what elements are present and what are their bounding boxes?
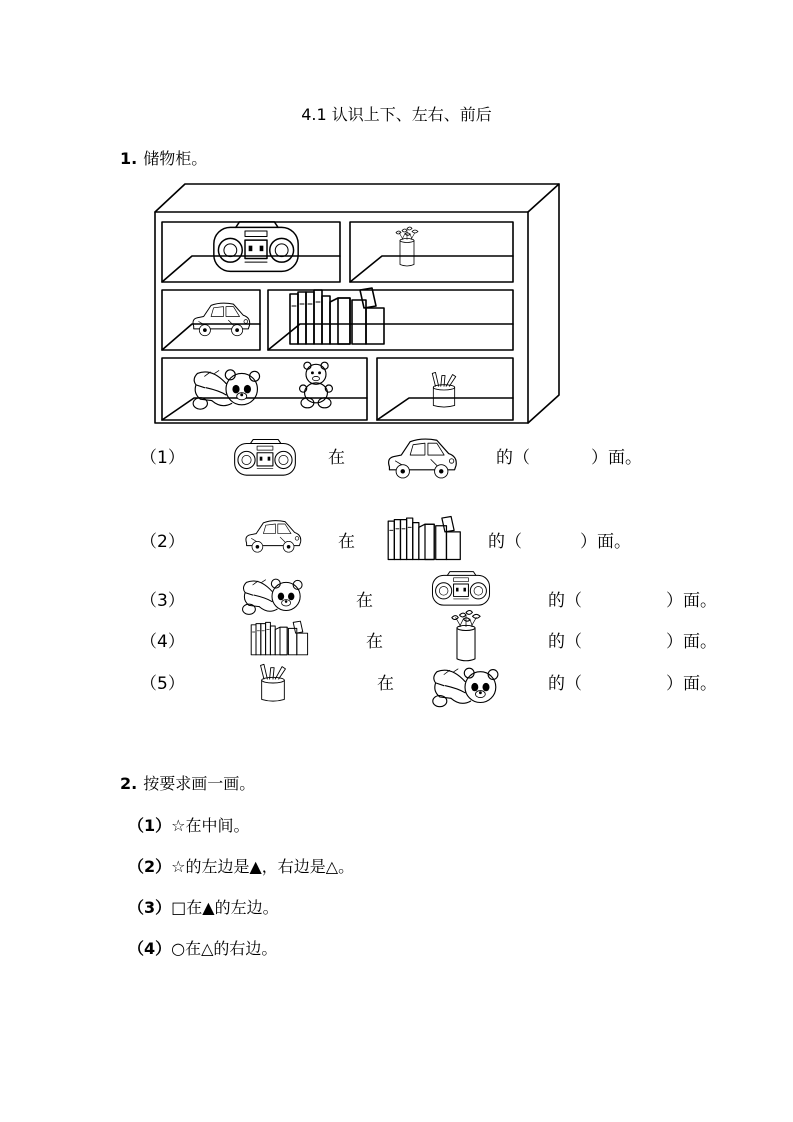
question-4-of: 的（ (548, 632, 582, 652)
question-2-in: 在 (338, 532, 355, 552)
section2-heading (120, 776, 255, 792)
question-4-in: 在 (366, 632, 383, 652)
task-3-text: □在▲的左边。 (171, 898, 279, 917)
question-3-of: 的（ (548, 591, 582, 611)
question-1-in: 在 (328, 448, 345, 468)
question-4-label: （4） (140, 632, 185, 652)
section2-number: 2. (120, 774, 138, 793)
crawling-bear-icon (240, 572, 304, 617)
question-1-end: ）面。 (591, 448, 642, 468)
car-icon (243, 515, 303, 557)
task-2-label: （2） (128, 857, 172, 876)
section2-title: 按要求画一画。 (143, 774, 256, 793)
task-2-text: ☆的左边是▲，右边是△。 (171, 857, 355, 876)
section1-number: 1. (120, 149, 138, 168)
task-2 (128, 859, 354, 875)
question-3-label: （3） (140, 591, 185, 611)
car-icon (385, 432, 459, 484)
task-4 (128, 941, 277, 957)
task-1-label: （1） (128, 816, 172, 835)
task-4-text: ○在△的右边。 (171, 939, 278, 958)
books-icon (378, 515, 472, 561)
task-3 (128, 900, 279, 916)
flower-vase-icon (446, 606, 486, 664)
cabinet-illustration (150, 180, 565, 430)
section1-title: 储物柜。 (143, 149, 208, 168)
radio-icon (430, 570, 492, 608)
question-5-of: 的（ (548, 674, 582, 694)
page-title: 4.1 认识上下、左右、前后 (301, 105, 492, 124)
task-1-text: ☆在中间。 (171, 816, 250, 835)
question-1-label: （1） (140, 448, 185, 468)
question-5-label: （5） (140, 674, 185, 694)
pencil-cup-icon (256, 660, 290, 706)
books-icon (241, 620, 319, 656)
question-2-label: （2） (140, 532, 185, 552)
task-1 (128, 818, 250, 834)
question-1-of: 的（ (496, 448, 530, 468)
task-3-label: （3） (128, 898, 172, 917)
radio-icon (232, 438, 298, 478)
task-4-label: （4） (128, 939, 172, 958)
crawling-bear-icon (430, 660, 500, 710)
question-5-in: 在 (377, 674, 394, 694)
question-4-end: ）面。 (666, 632, 717, 652)
question-2-of: 的（ (488, 532, 522, 552)
question-2-end: ）面。 (580, 532, 631, 552)
question-3-end: ）面。 (666, 591, 717, 611)
question-3-in: 在 (356, 591, 373, 611)
question-5-end: ）面。 (666, 674, 717, 694)
section1-heading (120, 151, 207, 167)
